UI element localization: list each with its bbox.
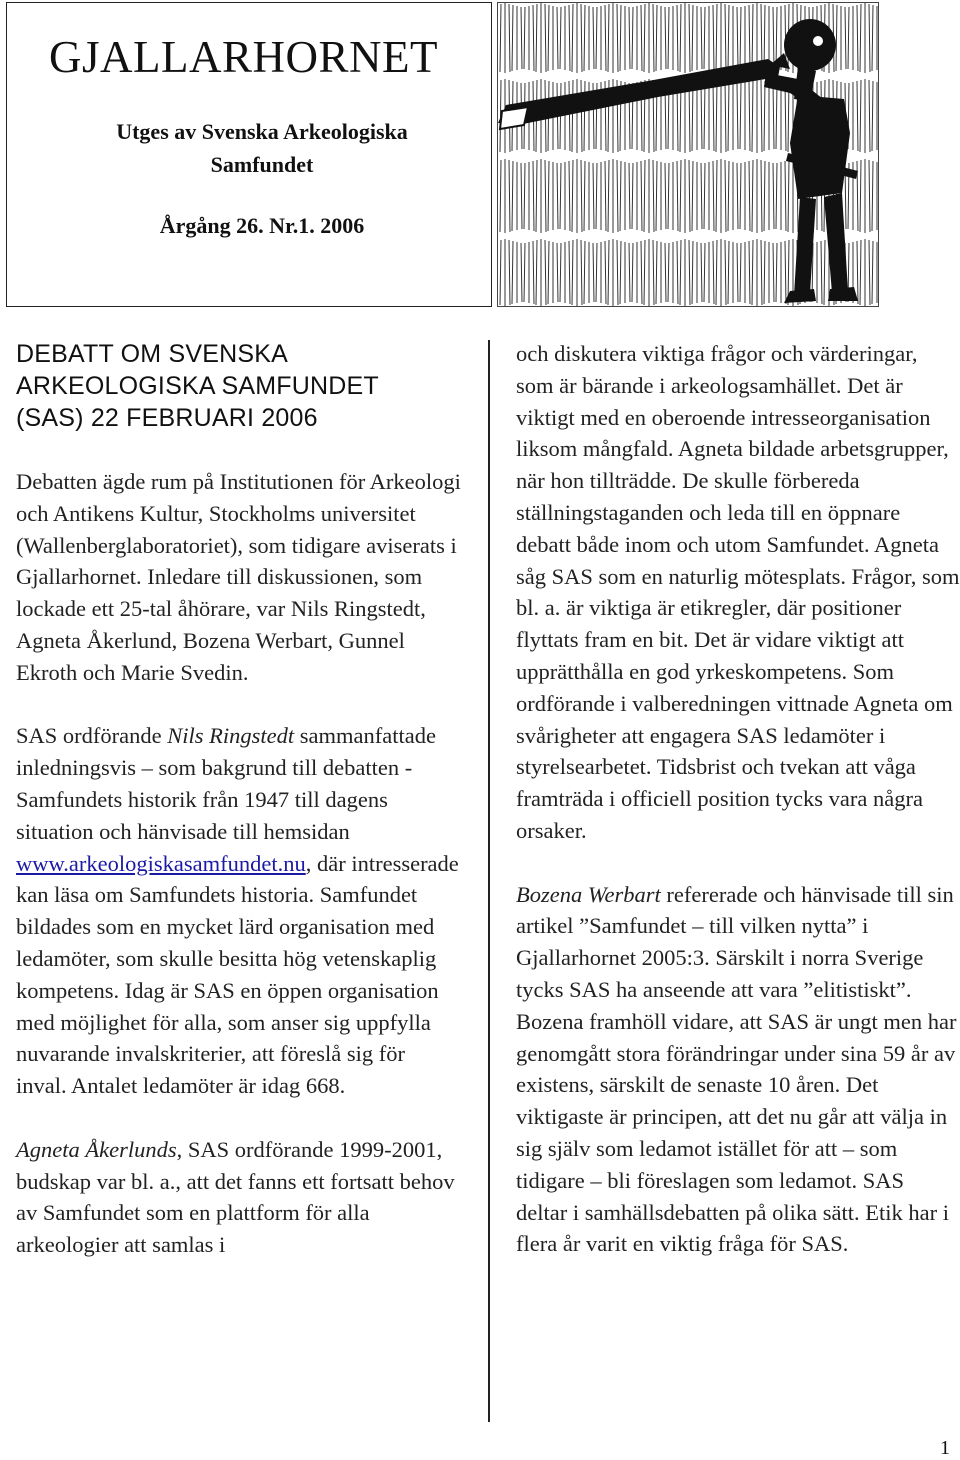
grain-line <box>581 240 582 305</box>
grain-line <box>728 5 729 71</box>
grain-line <box>572 80 573 152</box>
grain-line <box>692 161 693 231</box>
article-heading <box>16 338 461 434</box>
grain-line <box>857 5 858 71</box>
grain-line <box>776 83 777 149</box>
grain-line <box>548 241 549 304</box>
grain-line <box>704 163 705 229</box>
grain-line <box>713 81 714 151</box>
grain-line <box>641 161 642 231</box>
ringstedt-body: sammanfattade inledningsvis – som bakgrund till debatten - Samfundets historik från 1947 till dagens situation och hänvisade till hemsidan <box>16 723 436 844</box>
grain-line <box>788 160 789 232</box>
grain-line <box>653 160 654 232</box>
grain-line <box>677 241 678 304</box>
grain-line <box>677 5 678 71</box>
grain-line <box>644 160 645 232</box>
grain-line <box>752 240 753 305</box>
grain-line <box>557 163 558 229</box>
grain-line <box>512 5 513 71</box>
grain-line <box>560 243 561 302</box>
grain-line <box>668 243 669 302</box>
website-link[interactable]: www.arkeologiskasamfundet.nu <box>16 850 306 876</box>
akerlund-body: , SAS ordförande 1999-2001, budskap var bl. a., att det fanns ett fortsatt behov av Samfundet som en plattform för alla arkeologier att samlas i <box>16 1136 455 1258</box>
grain-line <box>692 5 693 71</box>
grain-line <box>749 81 750 151</box>
grain-line <box>821 241 822 304</box>
grain-line <box>713 5 714 71</box>
grain-line <box>608 4 609 72</box>
grain-line <box>776 243 777 302</box>
heading-line-2: ARKEOLOGISKA SAMFUNDET <box>16 372 379 400</box>
grain-line <box>533 5 534 71</box>
grain-line <box>725 4 726 72</box>
grain-line <box>521 163 522 229</box>
grain-line <box>536 240 537 305</box>
grain-line <box>560 7 561 69</box>
grain-line <box>593 7 594 69</box>
grain-line <box>761 160 762 232</box>
publisher-line-2: Samfundet <box>210 152 314 177</box>
grain-line <box>533 241 534 304</box>
grain-line <box>737 243 738 302</box>
grain-line <box>584 5 585 71</box>
grain-line <box>665 243 666 302</box>
grain-line <box>500 4 501 72</box>
grain-line <box>545 160 546 232</box>
grain-line <box>701 243 702 302</box>
grain-line <box>773 243 774 302</box>
grain-line <box>569 81 570 151</box>
grain-line <box>620 161 621 231</box>
grain-line <box>860 4 861 72</box>
grain-line <box>509 160 510 232</box>
grain-line <box>605 5 606 71</box>
grain-line <box>572 4 573 72</box>
grain-line <box>536 160 537 232</box>
grain-line <box>701 83 702 149</box>
grain-line <box>737 83 738 149</box>
grain-line <box>716 80 717 152</box>
grain-line <box>740 7 741 69</box>
grain-line <box>656 241 657 304</box>
grain-line <box>596 7 597 69</box>
grain-line <box>644 4 645 72</box>
grain-line <box>869 4 870 72</box>
grain-line <box>857 81 858 151</box>
publisher-line <box>47 115 477 181</box>
grain-line <box>557 7 558 69</box>
grain-line <box>761 240 762 305</box>
grain-line <box>872 241 873 304</box>
grain-line <box>872 161 873 231</box>
grain-line <box>704 243 705 302</box>
grain-line <box>716 240 717 305</box>
grain-line <box>584 161 585 231</box>
grain-line <box>749 161 750 231</box>
grain-line <box>680 240 681 305</box>
grain-line <box>857 241 858 304</box>
grain-line <box>593 243 594 302</box>
grain-line <box>764 161 765 231</box>
grain-line <box>773 163 774 229</box>
grain-line <box>824 240 825 305</box>
grain-line <box>629 163 630 229</box>
grain-line <box>761 80 762 152</box>
grain-line <box>752 80 753 152</box>
grain-line <box>569 241 570 304</box>
grain-line <box>584 241 585 304</box>
grain-line <box>641 5 642 71</box>
grain-line <box>689 240 690 305</box>
grain-line <box>704 7 705 69</box>
grain-line <box>533 161 534 231</box>
grain-line <box>725 160 726 232</box>
grain-line <box>749 5 750 71</box>
grain-line <box>569 5 570 71</box>
grain-line <box>665 7 666 69</box>
grain-line <box>569 161 570 231</box>
grain-line <box>689 4 690 72</box>
grain-line <box>617 160 618 232</box>
article-column-left <box>16 338 461 1261</box>
grain-line <box>836 5 837 71</box>
grain-line <box>557 243 558 302</box>
akerlund-name: Agneta Åkerlunds <box>16 1136 177 1162</box>
grain-line <box>584 81 585 151</box>
grain-line <box>632 163 633 229</box>
horn-blower-illustration <box>497 2 879 307</box>
grain-line <box>725 80 726 152</box>
grain-line <box>776 163 777 229</box>
grain-line <box>752 160 753 232</box>
grain-line <box>701 7 702 69</box>
grain-line <box>785 161 786 231</box>
grain-line <box>728 81 729 151</box>
grain-line <box>548 161 549 231</box>
grain-line <box>620 5 621 71</box>
grain-line <box>608 160 609 232</box>
grain-line <box>716 4 717 72</box>
grain-line <box>644 240 645 305</box>
grain-line <box>596 163 597 229</box>
grain-line <box>728 161 729 231</box>
werbart-body: refererade och hänvisade till sin artikel ”Samfundet – till vilken nytta” i Gjallarhornet 2005:3. Särskilt i norra Sverige tycks SAS ha anseende att vara ”elitistiskt”. Bozena framhöll vidare, att SAS är ungt men har genomgått stora förändringar under sina 59 år av existens, särskilt de senaste 10 åren. Det viktigaste är principen, att det nu går att välja in sig själv som ledamot istället för att – som tidigare – bli föreslagen som ledamot. SAS deltar i samhällsdebatten på olika sätt. Etik har i flera år varit en viktig fråga för SAS. <box>516 881 957 1257</box>
grain-line <box>521 7 522 69</box>
grain-line <box>509 4 510 72</box>
grain-line <box>773 83 774 149</box>
grain-line <box>596 243 597 302</box>
page-number: 1 <box>940 1437 950 1459</box>
grain-line <box>536 4 537 72</box>
heading-line-3: (SAS) 22 FEBRUARI 2006 <box>16 404 318 432</box>
grain-line <box>572 160 573 232</box>
ringstedt-lead: SAS ordförande <box>16 723 168 749</box>
grain-line <box>593 163 594 229</box>
grain-line <box>713 161 714 231</box>
grain-line <box>728 241 729 304</box>
grain-line <box>653 4 654 72</box>
grain-line <box>716 160 717 232</box>
grain-line <box>620 241 621 304</box>
grain-line <box>689 160 690 232</box>
grain-line <box>605 241 606 304</box>
grain-line <box>692 81 693 151</box>
grain-line <box>545 240 546 305</box>
grain-line <box>713 241 714 304</box>
grain-line <box>845 7 846 69</box>
grain-line <box>617 240 618 305</box>
column-divider <box>488 340 490 1422</box>
grain-line <box>548 5 549 71</box>
grain-line <box>524 163 525 229</box>
grain-line <box>740 83 741 149</box>
grain-line <box>545 4 546 72</box>
grain-line <box>740 243 741 302</box>
grain-line <box>512 161 513 231</box>
heading-line-1: DEBATT OM SVENSKA <box>16 340 288 368</box>
newsletter-title: GJALLARHORNET <box>49 32 438 82</box>
article-column-right <box>516 338 960 1260</box>
grain-line <box>524 7 525 69</box>
grain-line <box>872 81 873 151</box>
grain-line <box>701 163 702 229</box>
grain-line <box>677 161 678 231</box>
paragraph-akerlund-continued: och diskutera viktiga frågor och värderingar, som är bärande i arkeologsamhället. Det är viktigt med en oberoende intresseorganisation liksom mångfald. Agneta bildade arbetsgrupper, när hon tillträdde. De skulle förbereda ställningstaganden och leda till en öppnare debatt både inom och utom Samfundet. Agneta såg SAS som en naturlig mötesplats. Frågor, som bl. a. är viktiga är etikregler, där positioner flyttats fram en bit. Det är vidare viktigt att upprätthålla en god yrkeskompetens. Som ordförande i valberedningen vittnade Agneta om svårigheter att engagera SAS ledamöter i styrelsearbetet. Tidsbrist och tvekan att våga framträda i officiell position tycks vara några orsaker. <box>516 341 960 843</box>
paragraph-akerlund <box>16 1134 461 1261</box>
grain-line <box>560 163 561 229</box>
grain-line <box>500 240 501 305</box>
grain-line <box>521 243 522 302</box>
grain-line <box>608 240 609 305</box>
grain-line <box>869 160 870 232</box>
grain-line <box>581 160 582 232</box>
grain-line <box>668 163 669 229</box>
grain-line <box>848 7 849 69</box>
paragraph-werbart <box>516 879 960 1261</box>
grain-line <box>656 161 657 231</box>
grain-line <box>725 240 726 305</box>
grain-line <box>764 241 765 304</box>
grain-line <box>737 163 738 229</box>
grain-line <box>680 160 681 232</box>
grain-line <box>617 4 618 72</box>
paragraph-ringstedt <box>16 720 461 1102</box>
grain-line <box>581 80 582 152</box>
werbart-name: Bozena Werbart <box>516 881 661 907</box>
grain-line <box>509 240 510 305</box>
grain-line <box>860 160 861 232</box>
issue-line: Årgång 26. Nr.1. 2006 <box>159 213 365 238</box>
grain-line <box>872 5 873 71</box>
grain-line <box>692 241 693 304</box>
grain-line <box>581 4 582 72</box>
grain-line <box>869 240 870 305</box>
grain-line <box>680 4 681 72</box>
grain-line <box>764 81 765 151</box>
grain-line <box>860 240 861 305</box>
grain-line <box>860 80 861 152</box>
grain-line <box>632 7 633 69</box>
paragraph-intro: Debatten ägde rum på Institutionen för Arkeologi och Antikens Kultur, Stockholms universitet (Wallenberglaboratoriet), som tidigare aviserats i Gjallarhornet. Inledare till diskussionen, som lockade ett 25-tal åhörare, var Nils Ringstedt, Agneta Åkerlund, Bozena Werbart, Gunnel Ekroth och Marie Svedin. <box>16 469 461 685</box>
grain-line <box>653 240 654 305</box>
grain-line <box>641 241 642 304</box>
grain-line <box>740 163 741 229</box>
grain-line <box>869 80 870 152</box>
grain-line <box>737 7 738 69</box>
masthead <box>6 2 492 307</box>
grain-line <box>572 240 573 305</box>
grain-line <box>605 161 606 231</box>
publisher-line-1: Utges av Svenska Arkeologiska <box>116 119 408 144</box>
grain-line <box>668 7 669 69</box>
ringstedt-tail: , där intresserade kan läsa om Samfundets historia. Samfundet bildades som en mycket lärd organisation med ledamöter, som skulle besitta hög vetenskaplig kompetens. Idag är SAS en öppen organisation med möjlighet för alla, som anser sig uppfylla nuvarande invalskriterier, att föreslå sig för inval. Antalet ledamöter är idag 668. <box>16 850 459 1099</box>
ringstedt-name: Nils Ringstedt <box>167 723 295 749</box>
grain-line <box>773 7 774 69</box>
grain-line <box>632 243 633 302</box>
grain-line <box>785 241 786 304</box>
grain-line <box>629 7 630 69</box>
grain-line <box>656 5 657 71</box>
grain-line <box>749 241 750 304</box>
grain-line <box>512 241 513 304</box>
grain-line <box>665 163 666 229</box>
horn-blower-icon <box>498 3 878 306</box>
grain-line <box>524 243 525 302</box>
grain-line <box>629 243 630 302</box>
grain-line <box>704 83 705 149</box>
grain-line <box>500 160 501 232</box>
